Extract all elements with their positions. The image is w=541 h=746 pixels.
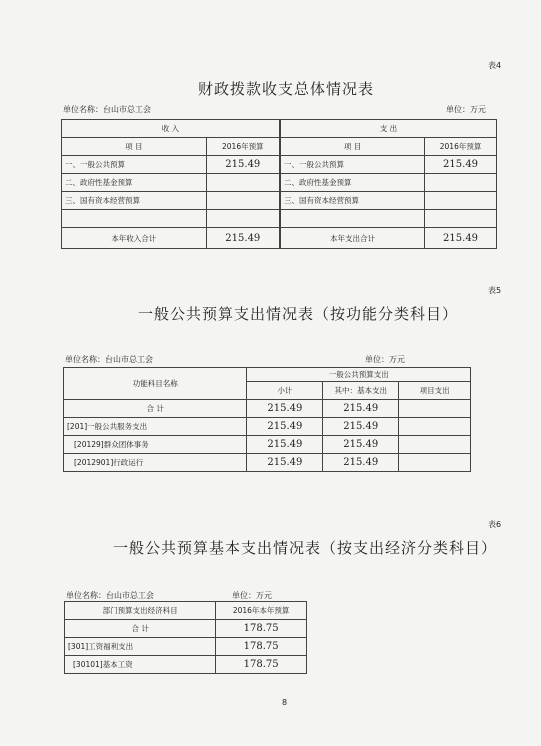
table-row	[65, 620, 307, 638]
table6-unit-name: 单位名称：台山市总工会	[66, 591, 154, 600]
income-item-header: 项 目	[62, 138, 207, 156]
table6	[64, 601, 307, 674]
table-row	[62, 210, 497, 228]
expense-label: 三、国有资本经营预算	[280, 192, 425, 210]
table-row	[62, 192, 497, 210]
income-label: 二、政府性基金预算	[62, 174, 207, 192]
row-project	[399, 400, 471, 418]
function-name-header: 功能科目名称	[64, 368, 247, 400]
table4-tag: 表4	[488, 61, 502, 70]
budget-header: 2016年本年预算	[216, 602, 307, 620]
subtotal-header: 小计	[247, 382, 323, 400]
expense-item-header: 项 目	[280, 138, 425, 156]
row-project	[399, 436, 471, 454]
econ-name-header: 部门预算支出经济科目	[65, 602, 216, 620]
expense-budget-header: 2016年预算	[425, 138, 497, 156]
basic-header: 其中：基本支出	[323, 382, 399, 400]
row-basic: 215.49	[323, 436, 399, 454]
table6-title: 一般公共预算基本支出情况表（按支出经济分类科目）	[113, 539, 498, 557]
row-name: [30101]基本工资	[65, 656, 216, 674]
table-row	[65, 656, 307, 674]
table4-title: 财政拨款收支总体情况表	[198, 80, 375, 98]
table-row	[64, 454, 471, 472]
income-label: 一、一般公共预算	[62, 156, 207, 174]
row-name: 合 计	[65, 620, 216, 638]
table6-unit: 单位：万元	[232, 591, 272, 600]
table5-tag: 表5	[488, 286, 502, 295]
income-value	[206, 210, 280, 228]
table6-tag: 表6	[488, 520, 502, 529]
row-value: 178.75	[216, 638, 307, 656]
expense-header: 支 出	[280, 120, 497, 138]
income-value	[206, 174, 280, 192]
total-income-value: 215.49	[206, 228, 280, 249]
table-row	[62, 174, 497, 192]
row-name: 合 计	[64, 400, 247, 418]
table5-unit-name: 单位名称：台山市总工会	[65, 355, 153, 364]
table4-unit: 单位：万元	[446, 105, 486, 114]
row-name: [201]一般公共服务支出	[64, 418, 247, 436]
project-header: 项目支出	[399, 382, 471, 400]
expense-value: 215.49	[425, 156, 497, 174]
income-header: 收 入	[62, 120, 280, 138]
expense-value	[425, 210, 497, 228]
general-budget-header: 一般公共预算支出	[247, 368, 471, 382]
table4-group-header	[62, 120, 497, 138]
row-subtotal: 215.49	[247, 418, 323, 436]
row-name: [20129]群众团体事务	[64, 436, 247, 454]
income-value	[206, 192, 280, 210]
total-expense-label: 本年支出合计	[280, 228, 425, 249]
row-value: 178.75	[216, 620, 307, 638]
income-value: 215.49	[206, 156, 280, 174]
table-row	[64, 400, 471, 418]
row-name: [301]工资福利支出	[65, 638, 216, 656]
table-row	[64, 436, 471, 454]
table4-unit-name: 单位名称：台山市总工会	[63, 105, 151, 114]
total-expense-value: 215.49	[425, 228, 497, 249]
row-subtotal: 215.49	[247, 454, 323, 472]
income-label: 三、国有资本经营预算	[62, 192, 207, 210]
table4-total-row	[62, 228, 497, 249]
row-value: 178.75	[216, 656, 307, 674]
row-basic: 215.49	[323, 418, 399, 436]
row-project	[399, 454, 471, 472]
table5-title: 一般公共预算支出情况表（按功能分类科目）	[138, 305, 459, 323]
row-subtotal: 215.49	[247, 400, 323, 418]
row-project	[399, 418, 471, 436]
expense-label: 一、一般公共预算	[280, 156, 425, 174]
row-basic: 215.49	[323, 454, 399, 472]
total-income-label: 本年收入合计	[62, 228, 207, 249]
row-subtotal: 215.49	[247, 436, 323, 454]
row-name: [2012901]行政运行	[64, 454, 247, 472]
income-budget-header: 2016年预算	[206, 138, 280, 156]
expense-value	[425, 174, 497, 192]
table5-header-top	[64, 368, 471, 382]
table5-unit: 单位：万元	[365, 355, 405, 364]
table-row	[62, 156, 497, 174]
page-number: 8	[282, 698, 288, 707]
row-basic: 215.49	[323, 400, 399, 418]
table4-col-header	[62, 138, 497, 156]
expense-label: 二、政府性基金预算	[280, 174, 425, 192]
table-row	[65, 638, 307, 656]
table5	[63, 367, 471, 472]
table4	[61, 119, 497, 249]
expense-label	[280, 210, 425, 228]
table-row	[64, 418, 471, 436]
table6-header	[65, 602, 307, 620]
income-label	[62, 210, 207, 228]
expense-value	[425, 192, 497, 210]
